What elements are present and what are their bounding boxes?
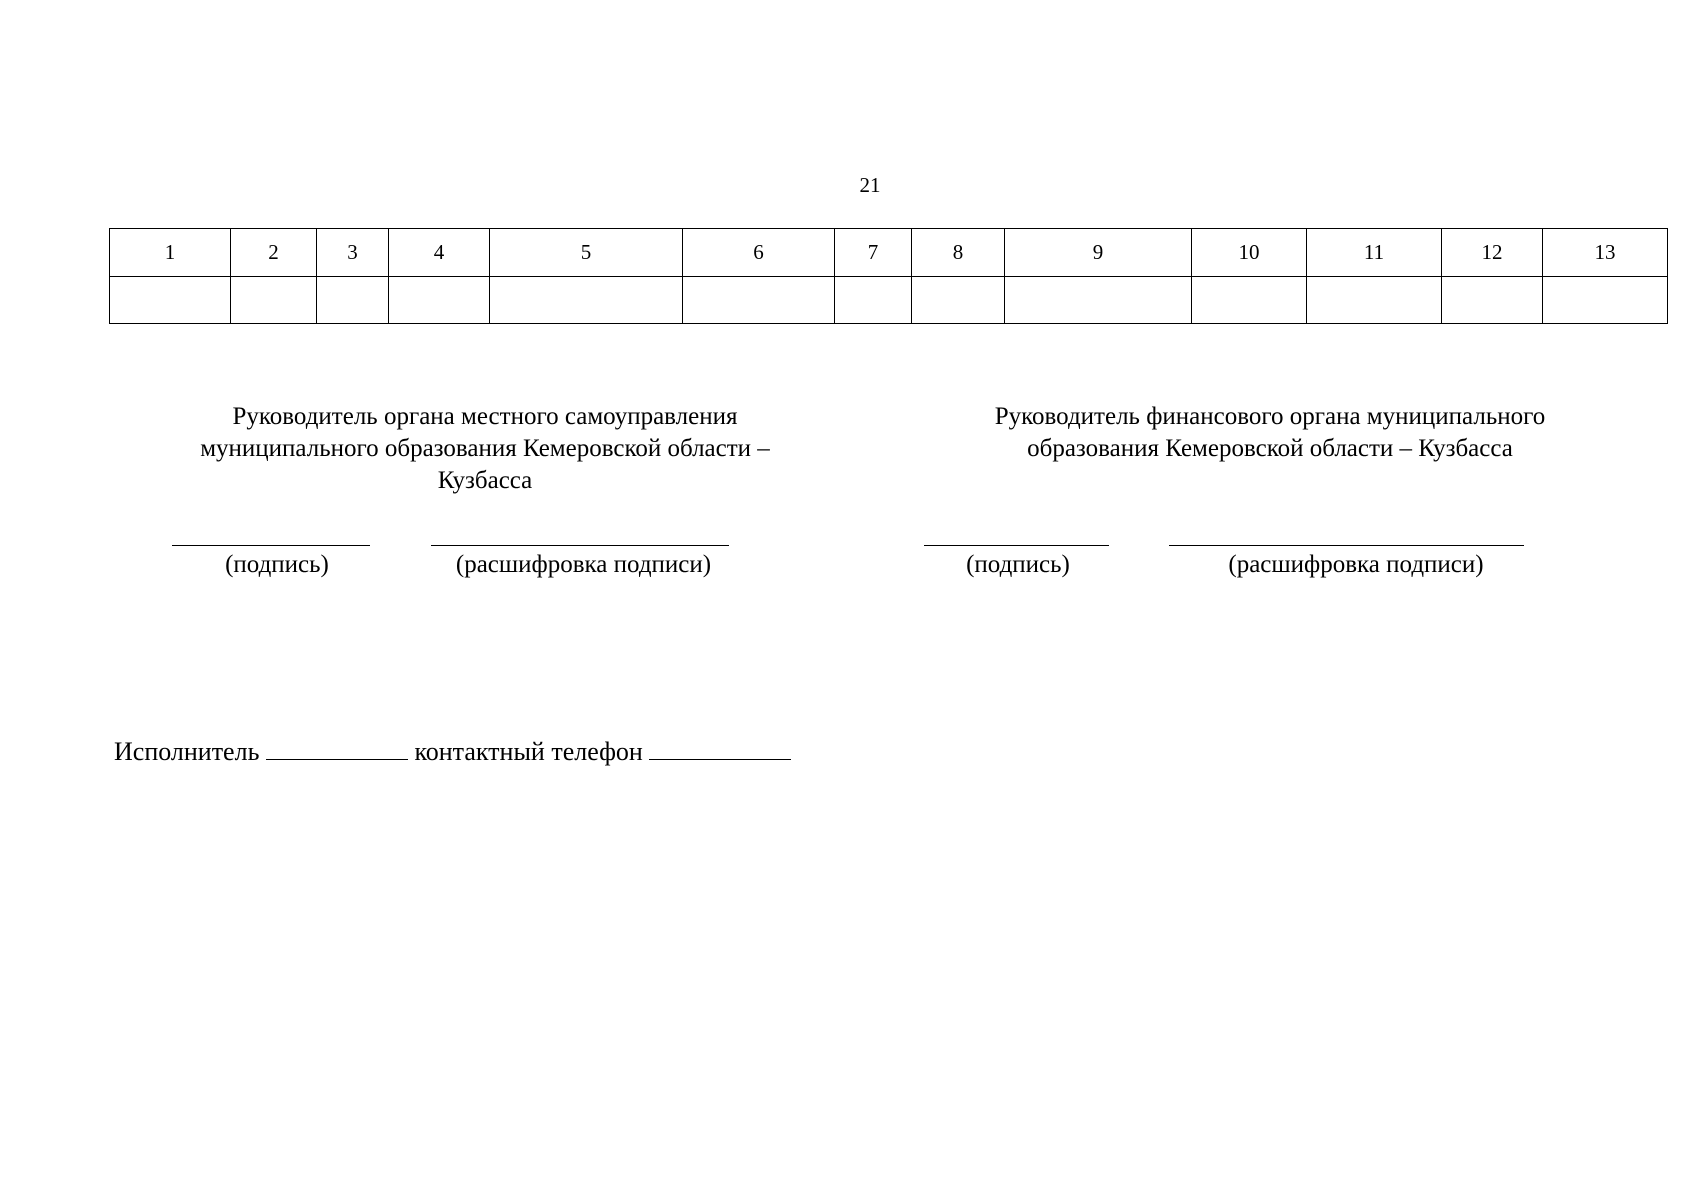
column-number-cell: 7 xyxy=(835,229,912,277)
decoding-caption-right: (расшифровка подписи) xyxy=(1228,551,1484,578)
phone-label: контактный телефон xyxy=(414,737,643,766)
title-line: Руководитель финансового органа муниципального xyxy=(994,403,1546,430)
page-number: 21 xyxy=(859,173,881,197)
column-number-cell: 10 xyxy=(1192,229,1307,277)
column-number-cell: 2 xyxy=(231,229,317,277)
table-cell xyxy=(1005,276,1192,324)
title-line: Кузбасса xyxy=(437,467,533,494)
table-cell xyxy=(317,276,389,324)
table-row xyxy=(110,276,1668,324)
signature-line-right xyxy=(924,545,1109,546)
title-line: образования Кемеровской области – Кузбасса xyxy=(1027,435,1513,462)
table-cell xyxy=(1192,276,1307,324)
phone-blank[interactable] xyxy=(649,733,791,760)
signature-decoding-line-right xyxy=(1169,545,1524,546)
column-number-cell: 3 xyxy=(317,229,389,277)
column-number-cell: 5 xyxy=(490,229,683,277)
table-cell xyxy=(490,276,683,324)
executor-label: Исполнитель xyxy=(114,737,260,766)
local-government-head-title xyxy=(140,401,830,497)
table-header-row xyxy=(110,229,1668,277)
table-cell xyxy=(231,276,317,324)
title-line: Руководитель органа местного самоуправления xyxy=(232,403,738,430)
table-cell xyxy=(389,276,490,324)
column-number-cell: 12 xyxy=(1442,229,1543,277)
decoding-caption-left: (расшифровка подписи) xyxy=(455,551,712,578)
table-cell xyxy=(683,276,835,324)
signature-caption-left: (подпись) xyxy=(225,551,329,578)
column-number-cell: 11 xyxy=(1307,229,1442,277)
executor-blank[interactable] xyxy=(266,733,408,760)
table-cell xyxy=(110,276,231,324)
table-cell xyxy=(835,276,912,324)
column-number-cell: 6 xyxy=(683,229,835,277)
financial-body-head-title xyxy=(930,401,1610,465)
form-table xyxy=(109,228,1668,324)
signature-decoding-line-left xyxy=(431,545,729,546)
title-line: муниципального образования Кемеровской области – xyxy=(200,435,770,462)
signature-line-left xyxy=(172,545,370,546)
column-number-cell: 4 xyxy=(389,229,490,277)
column-number-cell: 9 xyxy=(1005,229,1192,277)
executor-line xyxy=(114,733,791,768)
table-cell xyxy=(1442,276,1543,324)
table-cell xyxy=(1307,276,1442,324)
table-cell xyxy=(912,276,1005,324)
table-cell xyxy=(1543,276,1668,324)
column-number-cell: 1 xyxy=(110,229,231,277)
column-number-cell: 13 xyxy=(1543,229,1668,277)
signature-caption-right: (подпись) xyxy=(966,551,1070,578)
column-number-cell: 8 xyxy=(912,229,1005,277)
